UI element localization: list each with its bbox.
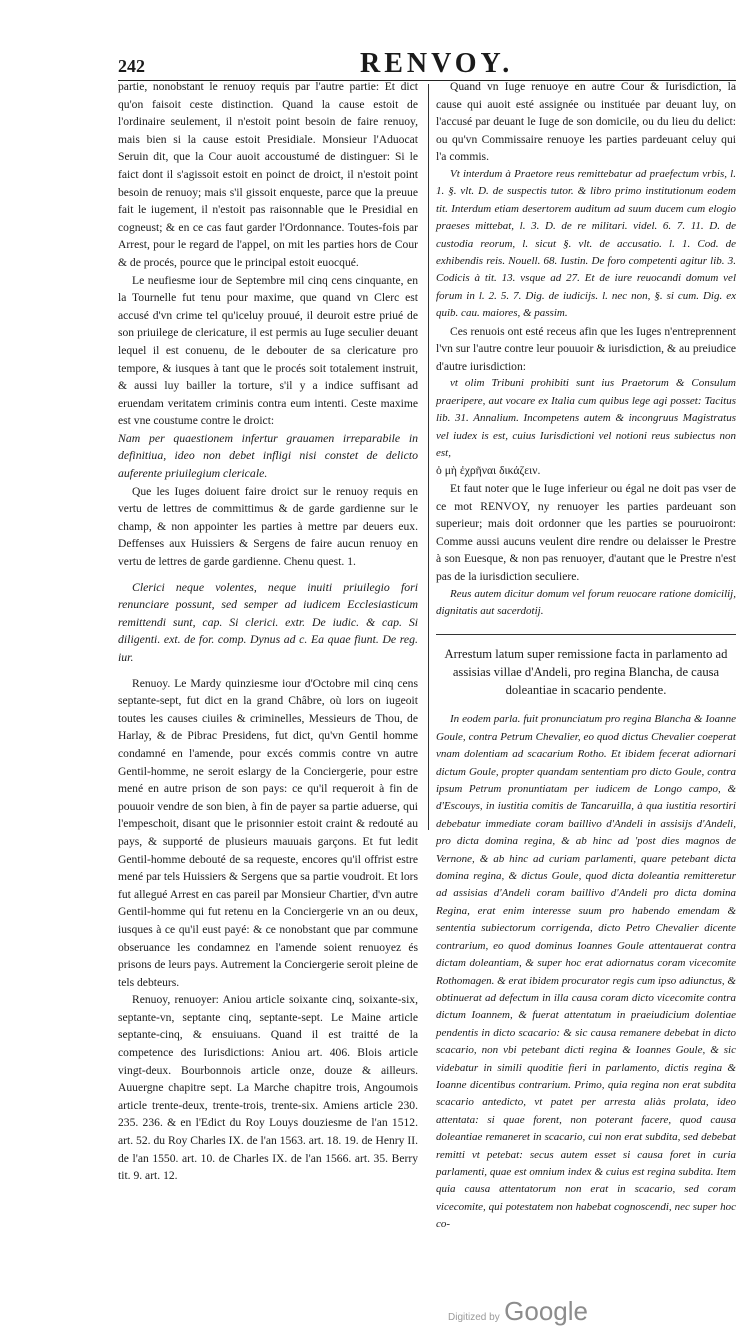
latin-passage: Vt interdum à Praetore reus remittebatur ad praefectum vrbis, l. 1. §. vlt. D. de suspectis tutor. & libro primo institutionum eodem tit. Interdum etiam desertorem auditum ad suum ducem cum elogio praeses mittebat, l. 3. D. de re militari. videl. 6. 7. 11. D. de custodia reorum, l. sicut §. vlt. de accusatio. l. 1. Cod. de exhibendis reis. Nouell. 68. Iustin. De foro competenti agitur lib. 3. Codicis à tit. 13. vsque ad 27. Et de iure reuocandi domum vel forum in l. 2. 5. 7. Dig. de iudicijs. l. nec non, §. si cum. Dig. ex quib. cau. maiores, & passim. [436, 167, 736, 320]
paragraph: Renuoy, renuoyer: Aniou article soixante cinq, soixante-six, septante-vn, septante cinq, septante-sept. Le Maine article septante-cinq, & ensuiuans. Quand il est traitté de la competence des Iurisdictions: Aniou art. 406. Blois article vingt-deux. Bourbonnois article onze, douze & ailleurs. Auuergne chapitre sept. La Marche chapitre trois, Angoumois article trente-deux, trente-trois, trente-six. Amiens article 230. 235. 236. & en l'Edict du Roy Louys douziesme de l'an 1512. art. 52. du Roy Charles IX. de l'an 1563. art. 18. 19. de Henry II. de l'an 1550. art. 10. de Charles IX. de l'an 1566. art. 35. Berry tit. 9. art. 12. [118, 993, 418, 1183]
paragraph: partie, nonobstant le renuoy requis par l'autre partie: Et dict qu'on faisoit ceste distinction. Quand la cause estoit de l'ordinaire seulement, il n'estoit point besoin de faire renuoy, mais bien si la cause estoit Presidiale. Monsieur l'Aduocat Seruin dit, que la Cour auoit accoustumé de distinguer: Si le faict dont il s'agissoit estoit en poinct de droict, il n'estoit point besoin de renuoy; mais s'il gissoit enqueste, parce que la preuue fait le iugement, il n'estoit pas raisonnable que le Presidial en cogneust; & en ce cas faut garder l'Ordonnance. Toutes-fois par Arrest, pour le regard de l'appel, on mit les parties hors de Cour & de procés, pource que le principal estoit euocqué. [118, 80, 418, 269]
latin-passage: Reus autem dicitur domum vel forum reuocare ratione domicilij, dignitatis aut sacerdotij. [436, 587, 736, 617]
paragraph: Renuoy. Le Mardy quinziesme iour d'Octobre mil cinq cens septante-sept, fut dict en la grand Châbre, où lors on iugeoit toutes les causes ciuiles & criminelles, Messieurs de Thou, de Harlay, & de Pibrac Presidens, fut dict, qu'vn Gentil homme condamné en l'amende, pour excés commis contre vn autre Gentil-homme, ne seroit eslargy de la Conciergerie, pour estre mené en autre prison de son pays: ce qu'il requeroit à fin de pouuoir vendre de son bien, à fin de payer sa partie aduerse, qui l'empeschoit, disant que le prisonnier estoit craint & redouté au pays, & supporté de plusieurs mauuais garçons. Et fut ledit Gentil-homme debouté de sa requeste, encores qu'il offrist estre mené par tels Huissiers & Sergens que sa partie voudroit. Et lors fut allegué Arrest en cas pareil par Monsieur Chartier, d'vn autre Gentil-homme qui fut retenu en la Conciergerie vn an ou deux, iusques à ce qu'il eust payé: & ce nonobstant que par commune obseruance les condamnez en l'amende soient renuoyez és prisons de leurs pays. Autrement la Conciergerie seroit pleine de tels debteurs. [118, 676, 418, 989]
arrest-text: In eodem parla. fuit pronunciatum pro regina Blancha & Ioanne Goule, contra Petrum Chevalier, eo quod dictus Chevalier coeperat vnam dolentiam ad scacarium Rotho. Et ibidem fecerat adiornari dictum Goule, propter quandam sententiam pro dicto Goule, contra ipsum Petrum pronuntiatam per iudicem de Longo campo, & d'Escouys, in iustitia comitis de Tancaruilla, à qua iustitia resortiri debebatur immediate coram baillivo d'Andeli in assisijs d'Andeli, pro dicta domina regina, & ab hinc ad 'post dies magnos de Vernone, & ab hinc ad curiam parlamenti, quare petebant dicta domina regina, & dictus Goule, quod dicta doleantia remitteretur ad assisias d'Andeli coram baillivo d'Andeli pro dicta domina Regina, erat enim interesse suum pro habendo emendam & sententia subiectorum corrigenda, dicto Petro Chevalier dicente contrarium, eo quod dominus Ioannes Goule attentauerat contra dictam doleantiam, & super hoc erat adiornatus coram vicecomite Rothomagen. & erat ibidem procurator regis cum ipso adiunctus, & obtinuerat ad defectum in illa causa coram dicto vicecomite contra dictum Ioannem, & fuerat attentatum in praeiudicium dolentiae pendentis in dicto scacario: & sic causa remanere debebat in dicto scacario, non vbi petebant dicti regina & Ioannes Goule, & sic videbatur in simili quoditie fieri in parlamento, dictis regina & Ioanne dicentibus contrarium. Primo, quia regina non erat subdita scacario antedicto, vt patet per arresta aliàs prolata, ideo attentata: si quae forent, non poterant facere, quod causa doleantiae remaneret in scacario, cui non erat subdita, sed debebat remitti vt petebat: secus autem esset si causa foret in curia parlamenti, quae est omnium index & cuius est regina subdita. Item quia causa attentatorum non erat in scacario, sed coram vicecomite, qui potestatem non habebat cognoscendi, nec super hoc co- [436, 713, 736, 1231]
latin-passage: Nam per quaestionem infertur grauamen irreparabile in definitiua, ideo non debet infligi nisi constet de delicto auferente priuilegium clericale. [118, 430, 418, 481]
arrest-title: Arrestum latum super remissione facta in parlamento ad assisias villae d'Andeli, pro regina Blancha, de causa doleantiae in scacario pendente. [436, 634, 736, 699]
paragraph: Et faut noter que le Iuge inferieur ou égal ne doit pas vser de ce mot RENVOY, ny renuoyer les parties pardeuant son superieur; mais doit ordonner que les parties se pouruoiront: Comme aussi aucuns veulent dire rendre ou delaisser le Prestre à son Euesque, & non pas renuoyer, d'autant que le Prestre n'est pas de la iurisdiction seculiere. [436, 482, 736, 583]
page-number: 242 [118, 56, 145, 76]
column-divider [428, 84, 429, 830]
paragraph: Que les Iuges doiuent faire droict sur le renuoy requis en vertu de lettres de committimus & de garde gardienne sur le champ, & non appointer les parties à mettre par deuers eux. Deffenses aux Huissiers & Sergens de faire aucun renuoy en vertu de lettres de garde gardienne. Chenu quest. 1. [118, 484, 418, 569]
watermark-brand: Google [504, 1296, 588, 1326]
running-title: RENVOY. [360, 48, 514, 79]
paragraph: Quand vn Iuge renuoye en autre Cour & Iurisdiction, la cause qui auoit esté assignée ou instituée par deuant luy, on l'accusé par deuant le Iuge de son domicile, ou du lieu du delict: ou qu'vn Commissaire renuoye les parties pardeuant celuy qui l'a commis. [436, 80, 736, 164]
paragraph: Ces renuois ont esté receus afin que les Iuges n'entreprennent l'vn sur l'autre contre leur pouuoir & iurisdiction, & au preiudice d'autre iurisdiction: [436, 324, 736, 373]
digitized-watermark [448, 1296, 588, 1327]
right-column [436, 78, 736, 1234]
latin-passage: Clerici neque volentes, neque inuiti priuilegio fori renunciare possunt, sed semper ad iudicem Ecclesiasticum remittendi sunt, cap. Si clerici. extr. De iudic. & cap. Si diligenti. ext. de for. comp. Dynus ad c. Ea quae fiunt. De reg. iur. [118, 579, 418, 664]
latin-passage: vt olim Tribuni prohibiti sunt ius Praetorum & Consulum praeripere, aut vocare ex Italia cum quibus lege agi posset: Tacitus lib. 31. Annalium. Incompetens autem & incongruus Magistratus vel iudex is est, cuius Iurisdictioni vel notioni reus subiectus non est, [436, 377, 736, 460]
watermark-prefix: Digitized by [448, 1312, 500, 1323]
paragraph: Le neufiesme iour de Septembre mil cinq cens cinquante, en la Tournelle fut tenu pour maxime, que quand vn Clerc est accusé d'vn crime tel qu'iceluy prouué, il deuroit estre priué de son priuilege de clericature, il est permis au Iuge seculier deuant lequel il est conuenu, de le debouter de sa clericature pro tempore, & iusques à tant que le procés soit totalement instruit, & aussi luy bailler la torture, s'il y a indice suffisant ad eruendam veritatem criminis contra eum intenti. Ceste maxime est vne coustume contre le droict: [118, 273, 418, 428]
greek-phrase: ὁ μὴ ἐχρῆναι δικάζειν. [436, 464, 541, 478]
left-column [118, 78, 418, 1185]
page-header [118, 46, 738, 80]
